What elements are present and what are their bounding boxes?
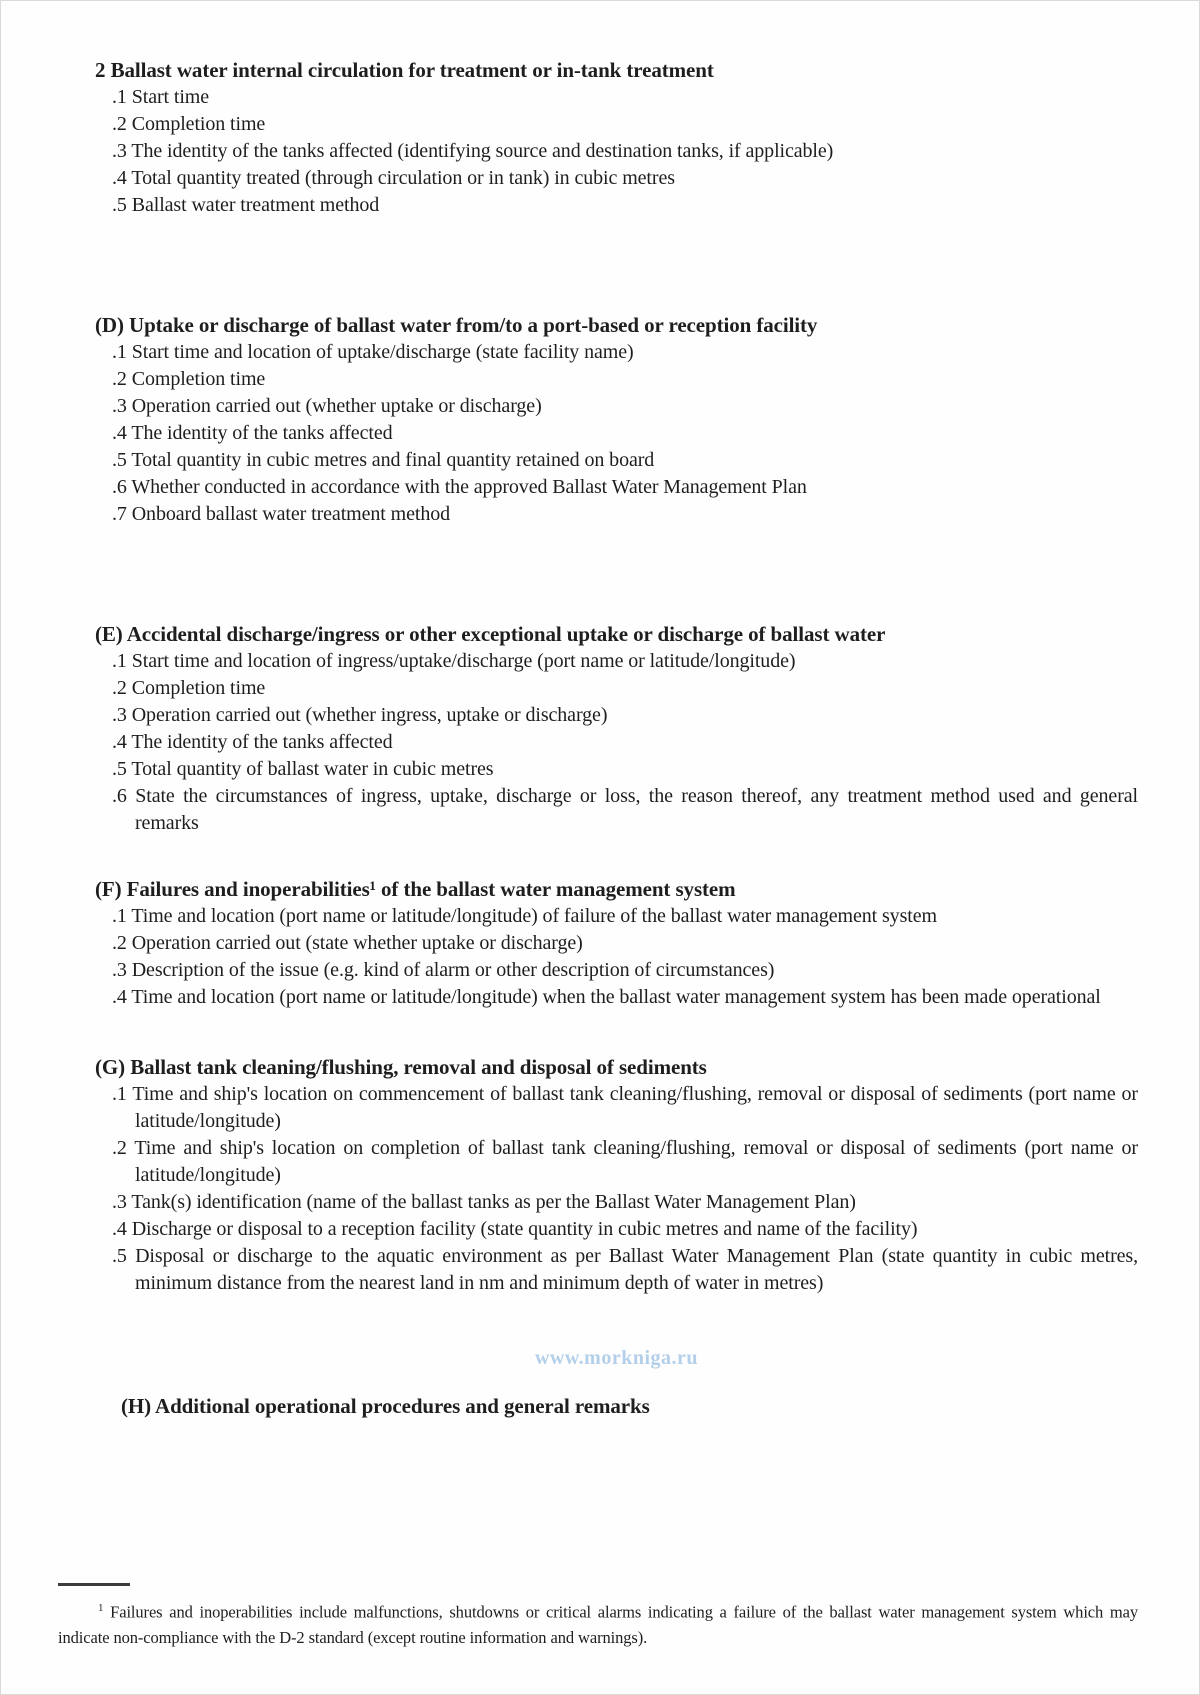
- item-text: The identity of the tanks affected: [131, 422, 393, 444]
- item-number: .4: [112, 167, 127, 189]
- section-title: Failures and inoperabilities¹ of the ballast water management system: [126, 877, 736, 901]
- item-text: Completion time: [131, 677, 266, 699]
- section-title: Uptake or discharge of ballast water from/to a port-based or reception facility: [129, 313, 818, 337]
- item-number: .2: [112, 368, 127, 390]
- item-text: Start time: [131, 86, 210, 108]
- list-item: [95, 420, 1138, 447]
- item-text: Time and location (port name or latitude/longitude) of failure of the ballast water management system: [131, 905, 937, 927]
- item-number: .4: [112, 731, 127, 753]
- item-number: .3: [112, 1191, 127, 1213]
- section-label: (D): [95, 313, 124, 337]
- list-item: [95, 1081, 1138, 1135]
- item-text: Onboard ballast water treatment method: [131, 503, 451, 525]
- item-text: The identity of the tanks affected (identifying source and destination tanks, if applicable): [131, 140, 834, 162]
- section-title: Accidental discharge/ingress or other exceptional uptake or discharge of ballast water: [126, 622, 886, 646]
- item-text: Operation carried out (whether ingress, uptake or discharge): [131, 704, 608, 726]
- list-item: [95, 111, 1138, 138]
- item-number: .6: [112, 476, 127, 498]
- item-text: Operation carried out (whether uptake or discharge): [131, 395, 542, 417]
- item-number: .2: [112, 677, 127, 699]
- section-title: Ballast tank cleaning/flushing, removal and disposal of sediments: [130, 1055, 707, 1079]
- section-g-sediments: [95, 1053, 1138, 1297]
- section-heading: [95, 311, 1138, 339]
- item-number: .5: [112, 449, 127, 471]
- item-number: .3: [112, 704, 127, 726]
- item-number: .4: [112, 986, 127, 1008]
- item-text: The identity of the tanks affected: [131, 731, 393, 753]
- section-e-accidental-discharge: [95, 620, 1138, 837]
- item-number: .2: [112, 113, 127, 135]
- item-number: .6: [112, 785, 127, 807]
- item-text: Start time and location of uptake/discharge (state facility name): [131, 341, 634, 363]
- section-d-port-facility: [95, 311, 1138, 528]
- footnote-marker: 1: [98, 1601, 104, 1614]
- item-number: .3: [112, 395, 127, 417]
- section-title: Additional operational procedures and general remarks: [155, 1394, 650, 1418]
- item-text: Operation carried out (state whether uptake or discharge): [131, 932, 583, 954]
- section-heading: [95, 620, 1138, 648]
- item-number: .3: [112, 959, 127, 981]
- item-text: Completion time: [131, 368, 266, 390]
- list-item: [95, 447, 1138, 474]
- section-label: (F): [95, 877, 122, 901]
- watermark: www.morkniga.ru: [534, 1347, 699, 1369]
- item-text: Time and ship's location on completion of ballast tank cleaning/flushing, removal or disposal of sediments (port name or latitude/longitude): [134, 1137, 1138, 1186]
- section-label: (E): [95, 622, 123, 646]
- list-item: [95, 930, 1138, 957]
- section-label: 2: [95, 58, 106, 82]
- list-item: [95, 1189, 1138, 1216]
- list-item: [95, 729, 1138, 756]
- item-number: .5: [112, 1245, 127, 1267]
- list-item: [95, 1216, 1138, 1243]
- footnote-separator: [58, 1583, 130, 1586]
- list-item: [95, 702, 1138, 729]
- item-number: .1: [112, 341, 127, 363]
- item-text: Time and location (port name or latitude/longitude) when the ballast water management system has been made operational: [131, 986, 1101, 1008]
- section-heading: [95, 1053, 1138, 1081]
- item-number: .1: [112, 1083, 127, 1105]
- list-item: [95, 501, 1138, 528]
- item-text: Discharge or disposal to a reception facility (state quantity in cubic metres and name of the facility): [131, 1218, 918, 1240]
- item-text: Total quantity of ballast water in cubic metres: [131, 758, 494, 780]
- list-item: [95, 783, 1138, 837]
- list-item: [95, 648, 1138, 675]
- section-f-failures: [95, 875, 1138, 1011]
- item-number: .1: [112, 650, 127, 672]
- item-number: .2: [112, 1137, 127, 1159]
- list-item: [95, 1243, 1138, 1297]
- item-number: .1: [112, 86, 127, 108]
- item-text: Time and ship's location on commencement of ballast tank cleaning/flushing, removal or disposal of sediments (port name or latitude/longitude): [132, 1083, 1138, 1132]
- list-item: [95, 984, 1138, 1011]
- item-text: Tank(s) identification (name of the ballast tanks as per the Ballast Water Management Plan): [131, 1191, 856, 1213]
- footnote-body: Failures and inoperabilities include malfunctions, shutdowns or critical alarms indicating a failure of the ballast water management system which may indicate non-compliance with the D-2 standard (except routine information and warnings).: [58, 1602, 1138, 1647]
- item-number: .3: [112, 140, 127, 162]
- list-item: [95, 339, 1138, 366]
- list-item: [95, 675, 1138, 702]
- section-label: (H): [121, 1394, 152, 1418]
- section-title: Ballast water internal circulation for treatment or in-tank treatment: [110, 58, 714, 82]
- list-item: [95, 366, 1138, 393]
- item-number: .7: [112, 503, 127, 525]
- section-h-heading: [121, 1392, 1138, 1420]
- list-item: [95, 165, 1138, 192]
- item-text: State the circumstances of ingress, uptake, discharge or loss, the reason thereof, any treatment method used and general remarks: [135, 785, 1139, 834]
- section-heading: [95, 56, 1138, 84]
- list-item: [95, 192, 1138, 219]
- list-item: [95, 84, 1138, 111]
- item-text: Description of the issue (e.g. kind of alarm or other description of circumstances): [131, 959, 775, 981]
- footnote-text: [58, 1595, 1138, 1652]
- item-text: Disposal or discharge to the aquatic environment as per Ballast Water Management Plan (state quantity in cubic metres, minimum distance from the nearest land in nm and minimum depth of water in metres): [135, 1245, 1138, 1294]
- item-text: Whether conducted in accordance with the approved Ballast Water Management Plan: [131, 476, 807, 498]
- list-item: [95, 756, 1138, 783]
- list-item: [95, 903, 1138, 930]
- item-number: .5: [112, 194, 127, 216]
- item-text: Completion time: [131, 113, 266, 135]
- item-text: Start time and location of ingress/uptake/discharge (port name or latitude/longitude): [131, 650, 796, 672]
- list-item: [95, 474, 1138, 501]
- list-item: [95, 957, 1138, 984]
- item-number: .4: [112, 1218, 127, 1240]
- item-number: .2: [112, 932, 127, 954]
- item-text: Ballast water treatment method: [131, 194, 380, 216]
- list-item: [95, 393, 1138, 420]
- section-internal-circulation: [95, 56, 1138, 219]
- list-item: [95, 1135, 1138, 1189]
- item-number: .4: [112, 422, 127, 444]
- item-number: .1: [112, 905, 127, 927]
- footnote: [58, 1583, 1138, 1652]
- item-text: Total quantity in cubic metres and final quantity retained on board: [131, 449, 655, 471]
- section-label: (G): [95, 1055, 126, 1079]
- item-text: Total quantity treated (through circulation or in tank) in cubic metres: [131, 167, 675, 189]
- list-item: [95, 138, 1138, 165]
- section-heading: [95, 875, 1138, 903]
- item-number: .5: [112, 758, 127, 780]
